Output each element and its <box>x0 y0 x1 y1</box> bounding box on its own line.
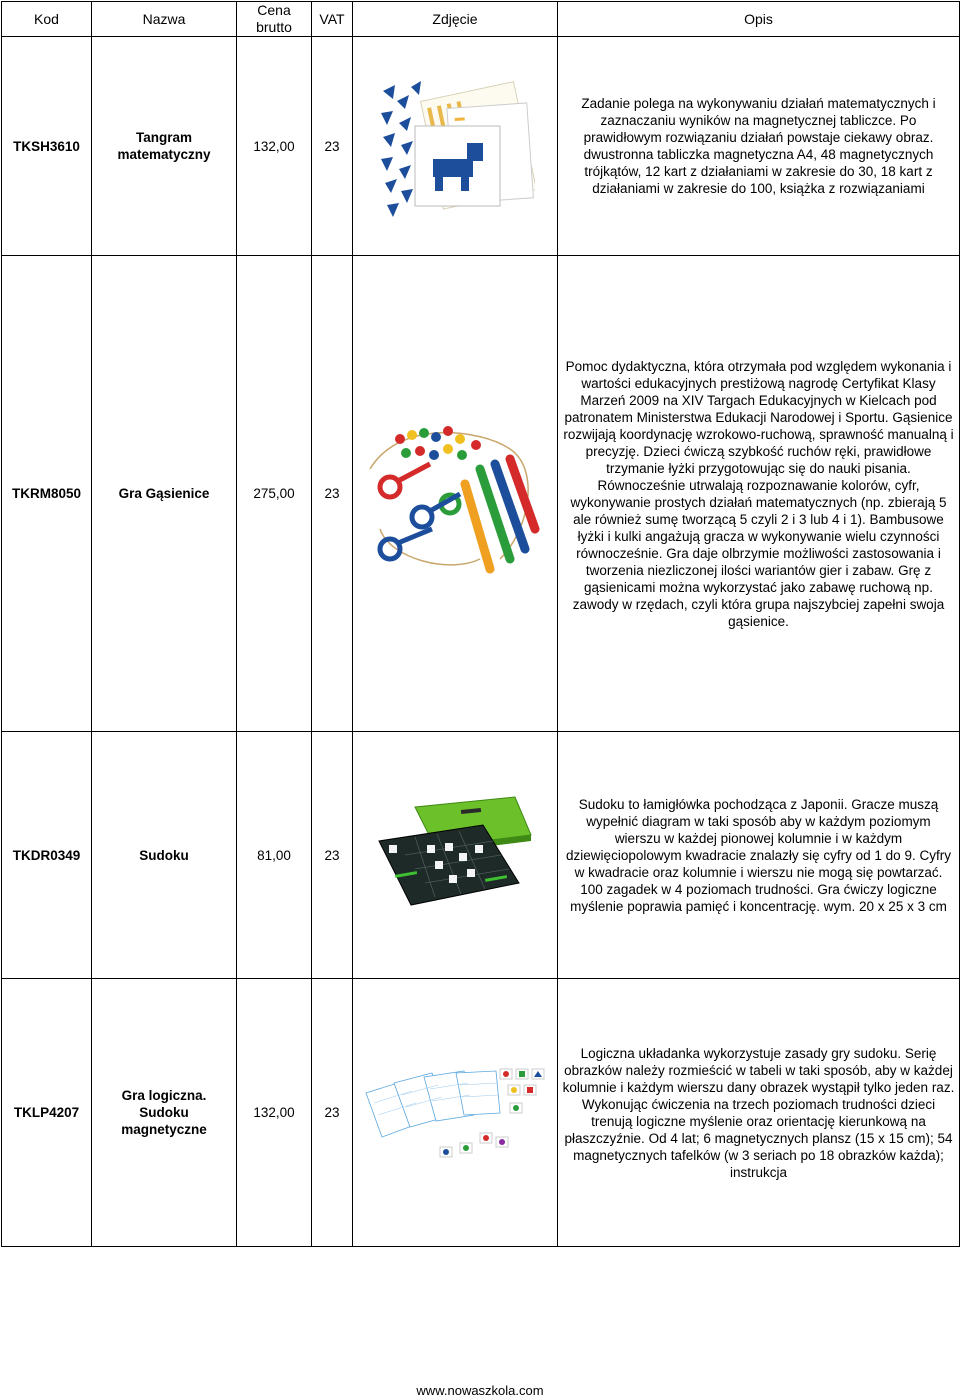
product-name: Sudoku <box>92 732 237 979</box>
table-header-row <box>2 2 960 37</box>
product-description: Zadanie polega na wykonywaniu działań matematycznych i zaznaczaniu wyników na magnetycznej tabliczce. Po prawidłowym rozwiązaniu działań powstaje ciekawy obraz. dwustronna tabliczka magnetyczna A4, 48 magnetycznych trójkątów, 12 kart z działaniami w zakresie do 30, 18 kart z działaniami w zakresie do 100, książka z rozwiązaniami <box>558 37 960 256</box>
product-code: TKDR0349 <box>2 732 92 979</box>
header-zdjecie: Zdjęcie <box>353 2 558 37</box>
product-table <box>1 1 960 1247</box>
product-name: Gra Gąsienice <box>92 256 237 732</box>
footer-website: www.nowaszkola.com <box>416 1383 544 1398</box>
table-row <box>2 732 960 979</box>
product-photo-cell <box>353 979 558 1247</box>
table-row <box>2 979 960 1247</box>
product-vat: 23 <box>312 732 353 979</box>
sudoku-board-photo <box>375 795 535 915</box>
product-vat: 23 <box>312 37 353 256</box>
product-photo-cell <box>353 256 558 732</box>
table-row <box>2 37 960 256</box>
tangram-product-photo <box>375 71 535 221</box>
header-nazwa: Nazwa <box>92 2 237 37</box>
product-price: 132,00 <box>237 37 312 256</box>
product-price: 275,00 <box>237 256 312 732</box>
product-vat: 23 <box>312 979 353 1247</box>
product-vat: 23 <box>312 256 353 732</box>
product-name: Gra logiczna. Sudoku magnetyczne <box>92 979 237 1247</box>
product-code: TKLP4207 <box>2 979 92 1247</box>
product-photo-cell <box>353 732 558 979</box>
magnetic-sudoku-photo <box>360 1063 550 1163</box>
product-code: TKSH3610 <box>2 37 92 256</box>
header-vat: VAT <box>312 2 353 37</box>
product-description: Logiczna układanka wykorzystuje zasady gry sudoku. Serię obrazków należy rozmieścić w tabeli w taki sposób, aby w każdej kolumnie i każdym wierszu dany obrazek wystąpił tylko jeden raz. Wykonując ćwiczenia na trzech poziomach trudności dzieci trenują logiczne myślenie oraz orientację kierunkową na płaszczyźnie. Od 4 lat; 6 magnetycznych plansz (15 x 15 cm); 54 magnetycznych tafelków (w 3 seriach po 18 obrazków każda); instrukcja <box>558 979 960 1247</box>
product-description: Sudoku to łamigłówka pochodząca z Japonii. Gracze muszą wypełnić diagram w taki sposób aby w każdym poziomym wierszu w każdej pionowej kolumnie i w każdym dziewięciopolowym kwadracie znalazły się cyfry od 1 do 9. Cyfry w kwadracie oraz kolumnie i wierszu nie mogą się powtarzać. 100 zagadek w 4 poziomach trudności. Gra ćwiczy logiczne myślenie poprawia pamięć i koncentrację. wym. 20 x 25 x 3 cm <box>558 732 960 979</box>
product-code: TKRM8050 <box>2 256 92 732</box>
caterpillar-game-photo <box>360 409 550 579</box>
header-opis: Opis <box>558 2 960 37</box>
header-cena: Cena brutto <box>237 2 312 37</box>
product-photo-cell <box>353 37 558 256</box>
product-price: 132,00 <box>237 979 312 1247</box>
product-description: Pomoc dydaktyczna, która otrzymała pod względem wykonania i wartości edukacyjnych prestiżową nagrodę Certyfikat Klasy Marzeń 2009 na XIV Targach Edukacyjnych w Kielcach pod patronatem Ministerstwa Edukacji Narodowej i Sportu. Gąsienice rozwijają koordynację wzrokowo-ruchową, sprawność manualną i precyzję. Dzieci ćwiczą szybkość ruchów ręki, prawidłowe trzymanie łyżki przygotowując się do nauki pisania. Równocześnie utrwalają rozpoznawanie kolorów, cyfr, wykonywanie prostych działań matematycznych (np. zbierają 5 ale również sumę tworzącą 5 czyli 2 i 3 lub 4 i 1). Bambusowe łyżki i kulki angażują gracza w wykonywanie wielu czynności równocześnie. Gra daje olbrzymie możliwości zastosowania i tworzenia niezliczonej ilości wariantów gier i zabaw. Grę z gąsienicami można wykorzystać jako zabawę ruchową np. zawody w rzędach, czyli która grupa najszybciej zapełni swoja gąsienice. <box>558 256 960 732</box>
header-kod: Kod <box>2 2 92 37</box>
product-price: 81,00 <box>237 732 312 979</box>
product-name: Tangram matematyczny <box>92 37 237 256</box>
table-row <box>2 256 960 732</box>
